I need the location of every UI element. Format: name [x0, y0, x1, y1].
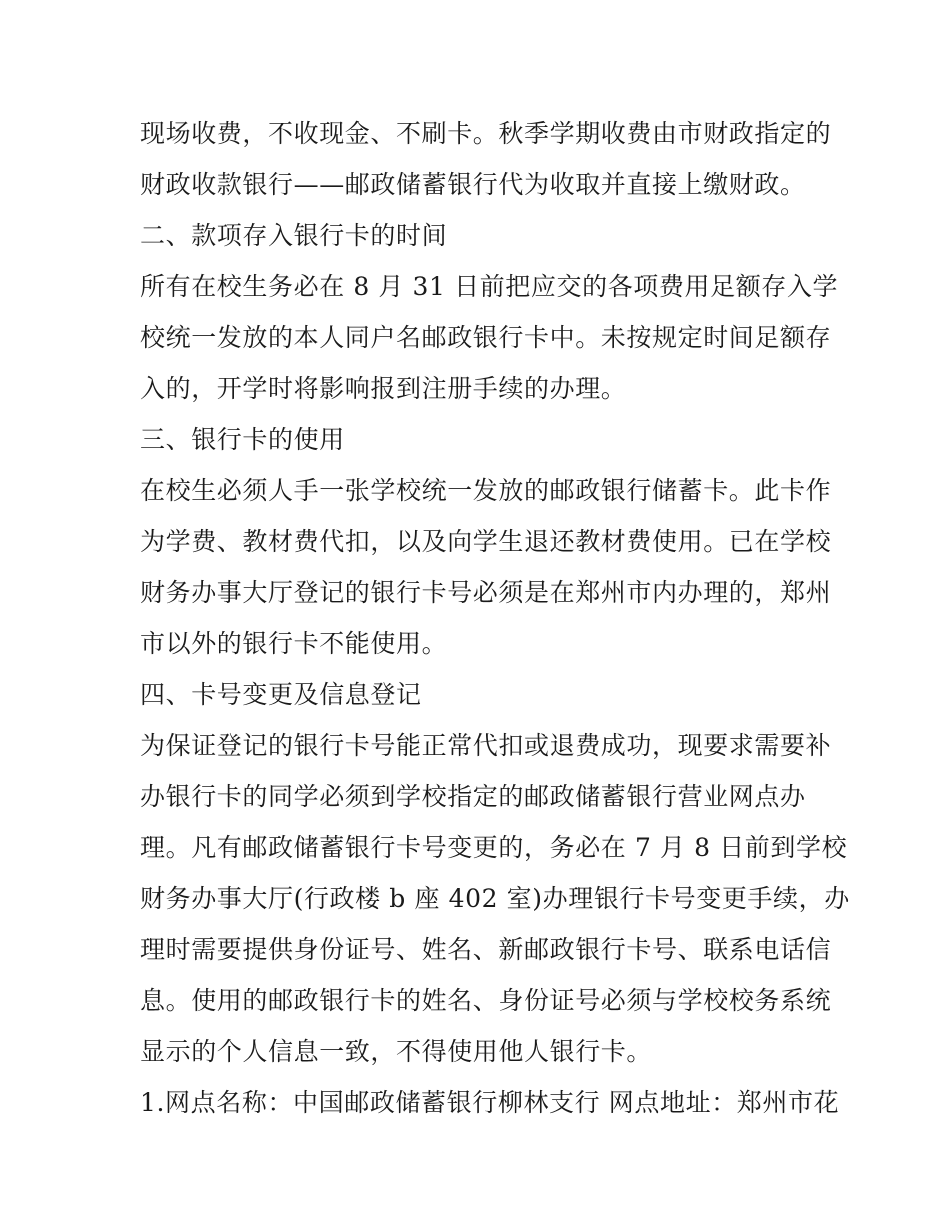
body-text-line: 校统一发放的本人同户名邮政银行卡中。未按规定时间足额存 [140, 323, 832, 352]
body-text-line: 入的，开学时将影响报到注册手续的办理。 [140, 374, 627, 403]
section-heading: 二、款项存入银行卡的时间 [140, 221, 448, 250]
body-text-line: 为保证登记的银行卡号能正常代扣或退费成功，现要求需要补 [140, 731, 832, 760]
body-text-line: 息。使用的邮政银行卡的姓名、身份证号必须与学校校务系统 [140, 986, 832, 1015]
body-text-line: 理时需要提供身份证号、姓名、新邮政银行卡号、联系电话信 [140, 935, 832, 964]
body-text-line: 办银行卡的同学必须到学校指定的邮政储蓄银行营业网点办 [140, 782, 806, 811]
body-text-line: 所有在校生务必在 8 月 31 日前把应交的各项费用足额存入学 [140, 272, 839, 301]
body-text-line: 为学费、教材费代扣，以及向学生退还教材费使用。已在学校 [140, 527, 832, 556]
document-page [140, 108, 850, 1128]
section-heading: 四、卡号变更及信息登记 [140, 680, 422, 709]
body-text-line: 在校生必须人手一张学校统一发放的邮政银行储蓄卡。此卡作 [140, 476, 832, 505]
section-heading: 三、银行卡的使用 [140, 425, 345, 454]
body-text-line: 现场收费，不收现金、不刷卡。秋季学期收费由市财政指定的 [140, 119, 832, 148]
list-item-line: 1.网点名称：中国邮政储蓄银行柳林支行 网点地址：郑州市花 [140, 1088, 840, 1117]
body-text-line: 显示的个人信息一致，不得使用他人银行卡。 [140, 1037, 653, 1066]
body-text-line: 市以外的银行卡不能使用。 [140, 629, 448, 658]
body-text-line: 财务办事大厅登记的银行卡号必须是在郑州市内办理的，郑州 [140, 578, 832, 607]
body-text-line: 财政收款银行——邮政储蓄银行代为收取并直接上缴财政。 [140, 170, 806, 199]
body-text-line: 理。凡有邮政储蓄银行卡号变更的，务必在 7 月 8 日前到学校 [140, 833, 848, 862]
body-text-line: 财务办事大厅(行政楼 b 座 402 室)办理银行卡号变更手续，办 [140, 884, 850, 913]
